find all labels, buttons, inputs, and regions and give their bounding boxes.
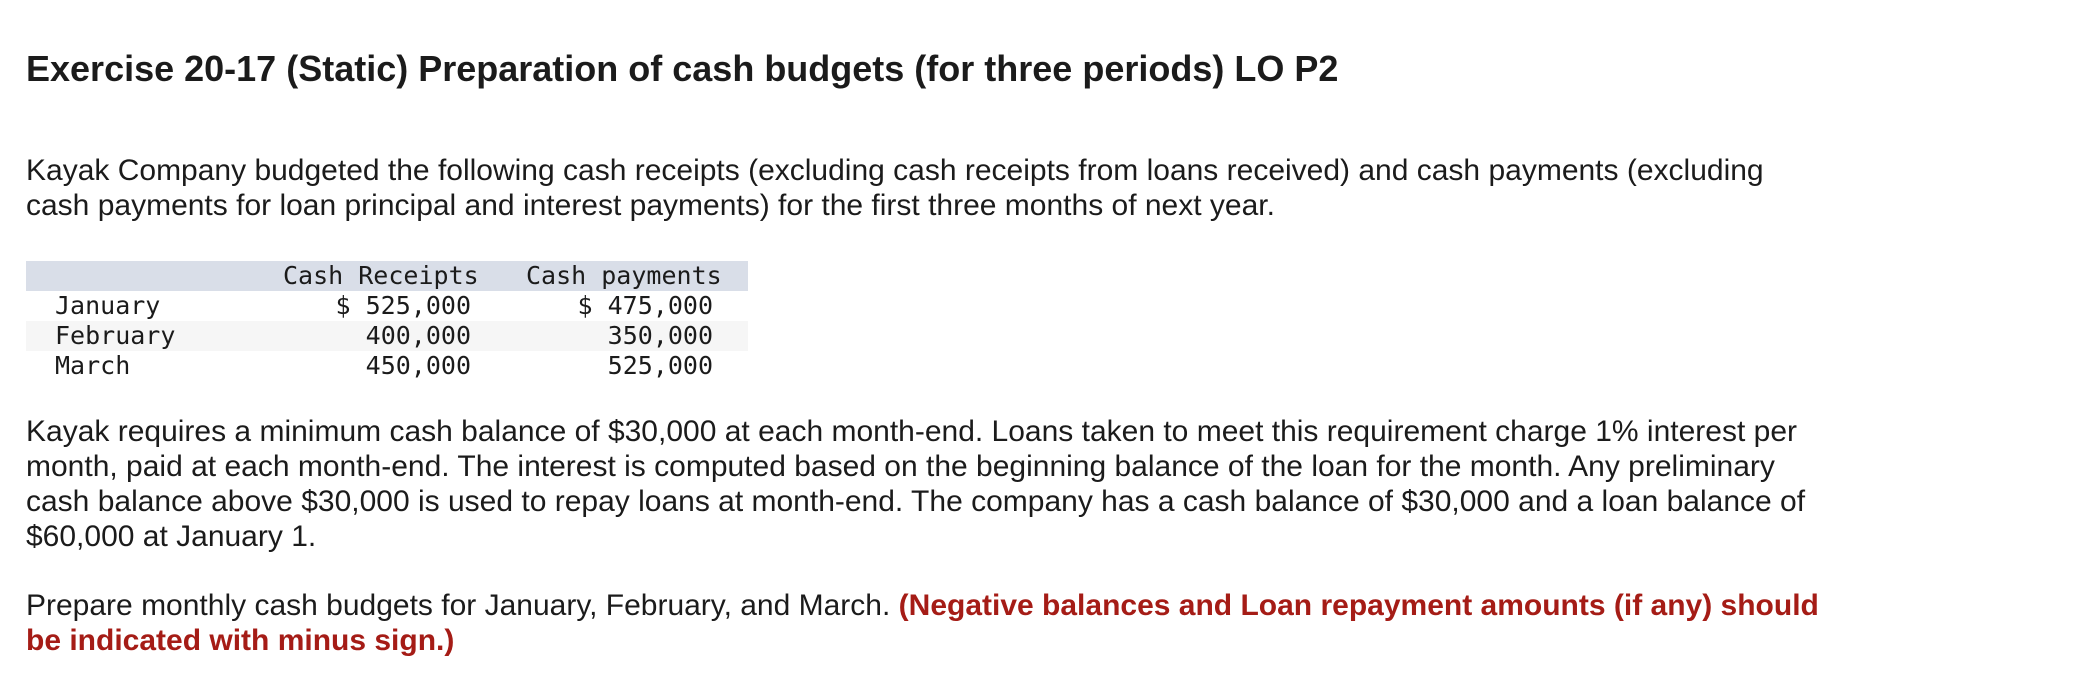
row-cash-receipts: 450,000	[365, 351, 471, 380]
row-cash-payments: $ 475,000	[577, 291, 713, 320]
cash-budget-table	[26, 261, 748, 381]
table-header-row	[26, 261, 748, 291]
instruction-line	[26, 588, 1976, 623]
header-cash-payments: Cash payments	[526, 261, 722, 290]
table-row	[26, 291, 748, 321]
row-cash-receipts: 400,000	[365, 321, 471, 350]
instruction-paragraph	[26, 588, 1976, 658]
instruction-text: Prepare monthly cash budgets for January, February, and March.	[26, 589, 891, 622]
row-cash-payments: 350,000	[607, 321, 713, 350]
intro-line: Kayak Company budgeted the following cash receipts (excluding cash receipts from loans received) and cash payments (excluding	[26, 154, 1764, 187]
row-month: January	[55, 291, 161, 320]
intro-paragraph	[26, 153, 1976, 223]
requirements-line: Kayak requires a minimum cash balance of $30,000 at each month-end. Loans taken to meet this requirement charge 1% interest per	[26, 415, 1797, 448]
table-row	[26, 351, 748, 381]
table-row	[26, 321, 748, 351]
header-cash-receipts: Cash Receipts	[283, 261, 479, 290]
page-title: Exercise 20-17 (Static) Preparation of cash budgets (for three periods) LO P2	[26, 48, 1339, 89]
row-cash-receipts: $ 525,000	[335, 291, 471, 320]
intro-line: cash payments for loan principal and interest payments) for the first three months of next year.	[26, 189, 1275, 222]
instruction-note: (Negative balances and Loan repayment amounts (if any) should	[898, 589, 1819, 622]
row-month: February	[55, 321, 176, 350]
requirements-line: cash balance above $30,000 is used to repay loans at month-end. The company has a cash balance of $30,000 and a loan balance of	[26, 485, 1806, 518]
row-month: March	[55, 351, 131, 380]
row-cash-payments: 525,000	[607, 351, 713, 380]
requirements-line: month, paid at each month-end. The interest is computed based on the beginning balance of the loan for the month. Any preliminary	[26, 450, 1775, 483]
requirements-line: $60,000 at January 1.	[26, 520, 317, 553]
requirements-paragraph	[26, 414, 1976, 554]
instruction-note-continued: be indicated with minus sign.)	[26, 624, 455, 657]
